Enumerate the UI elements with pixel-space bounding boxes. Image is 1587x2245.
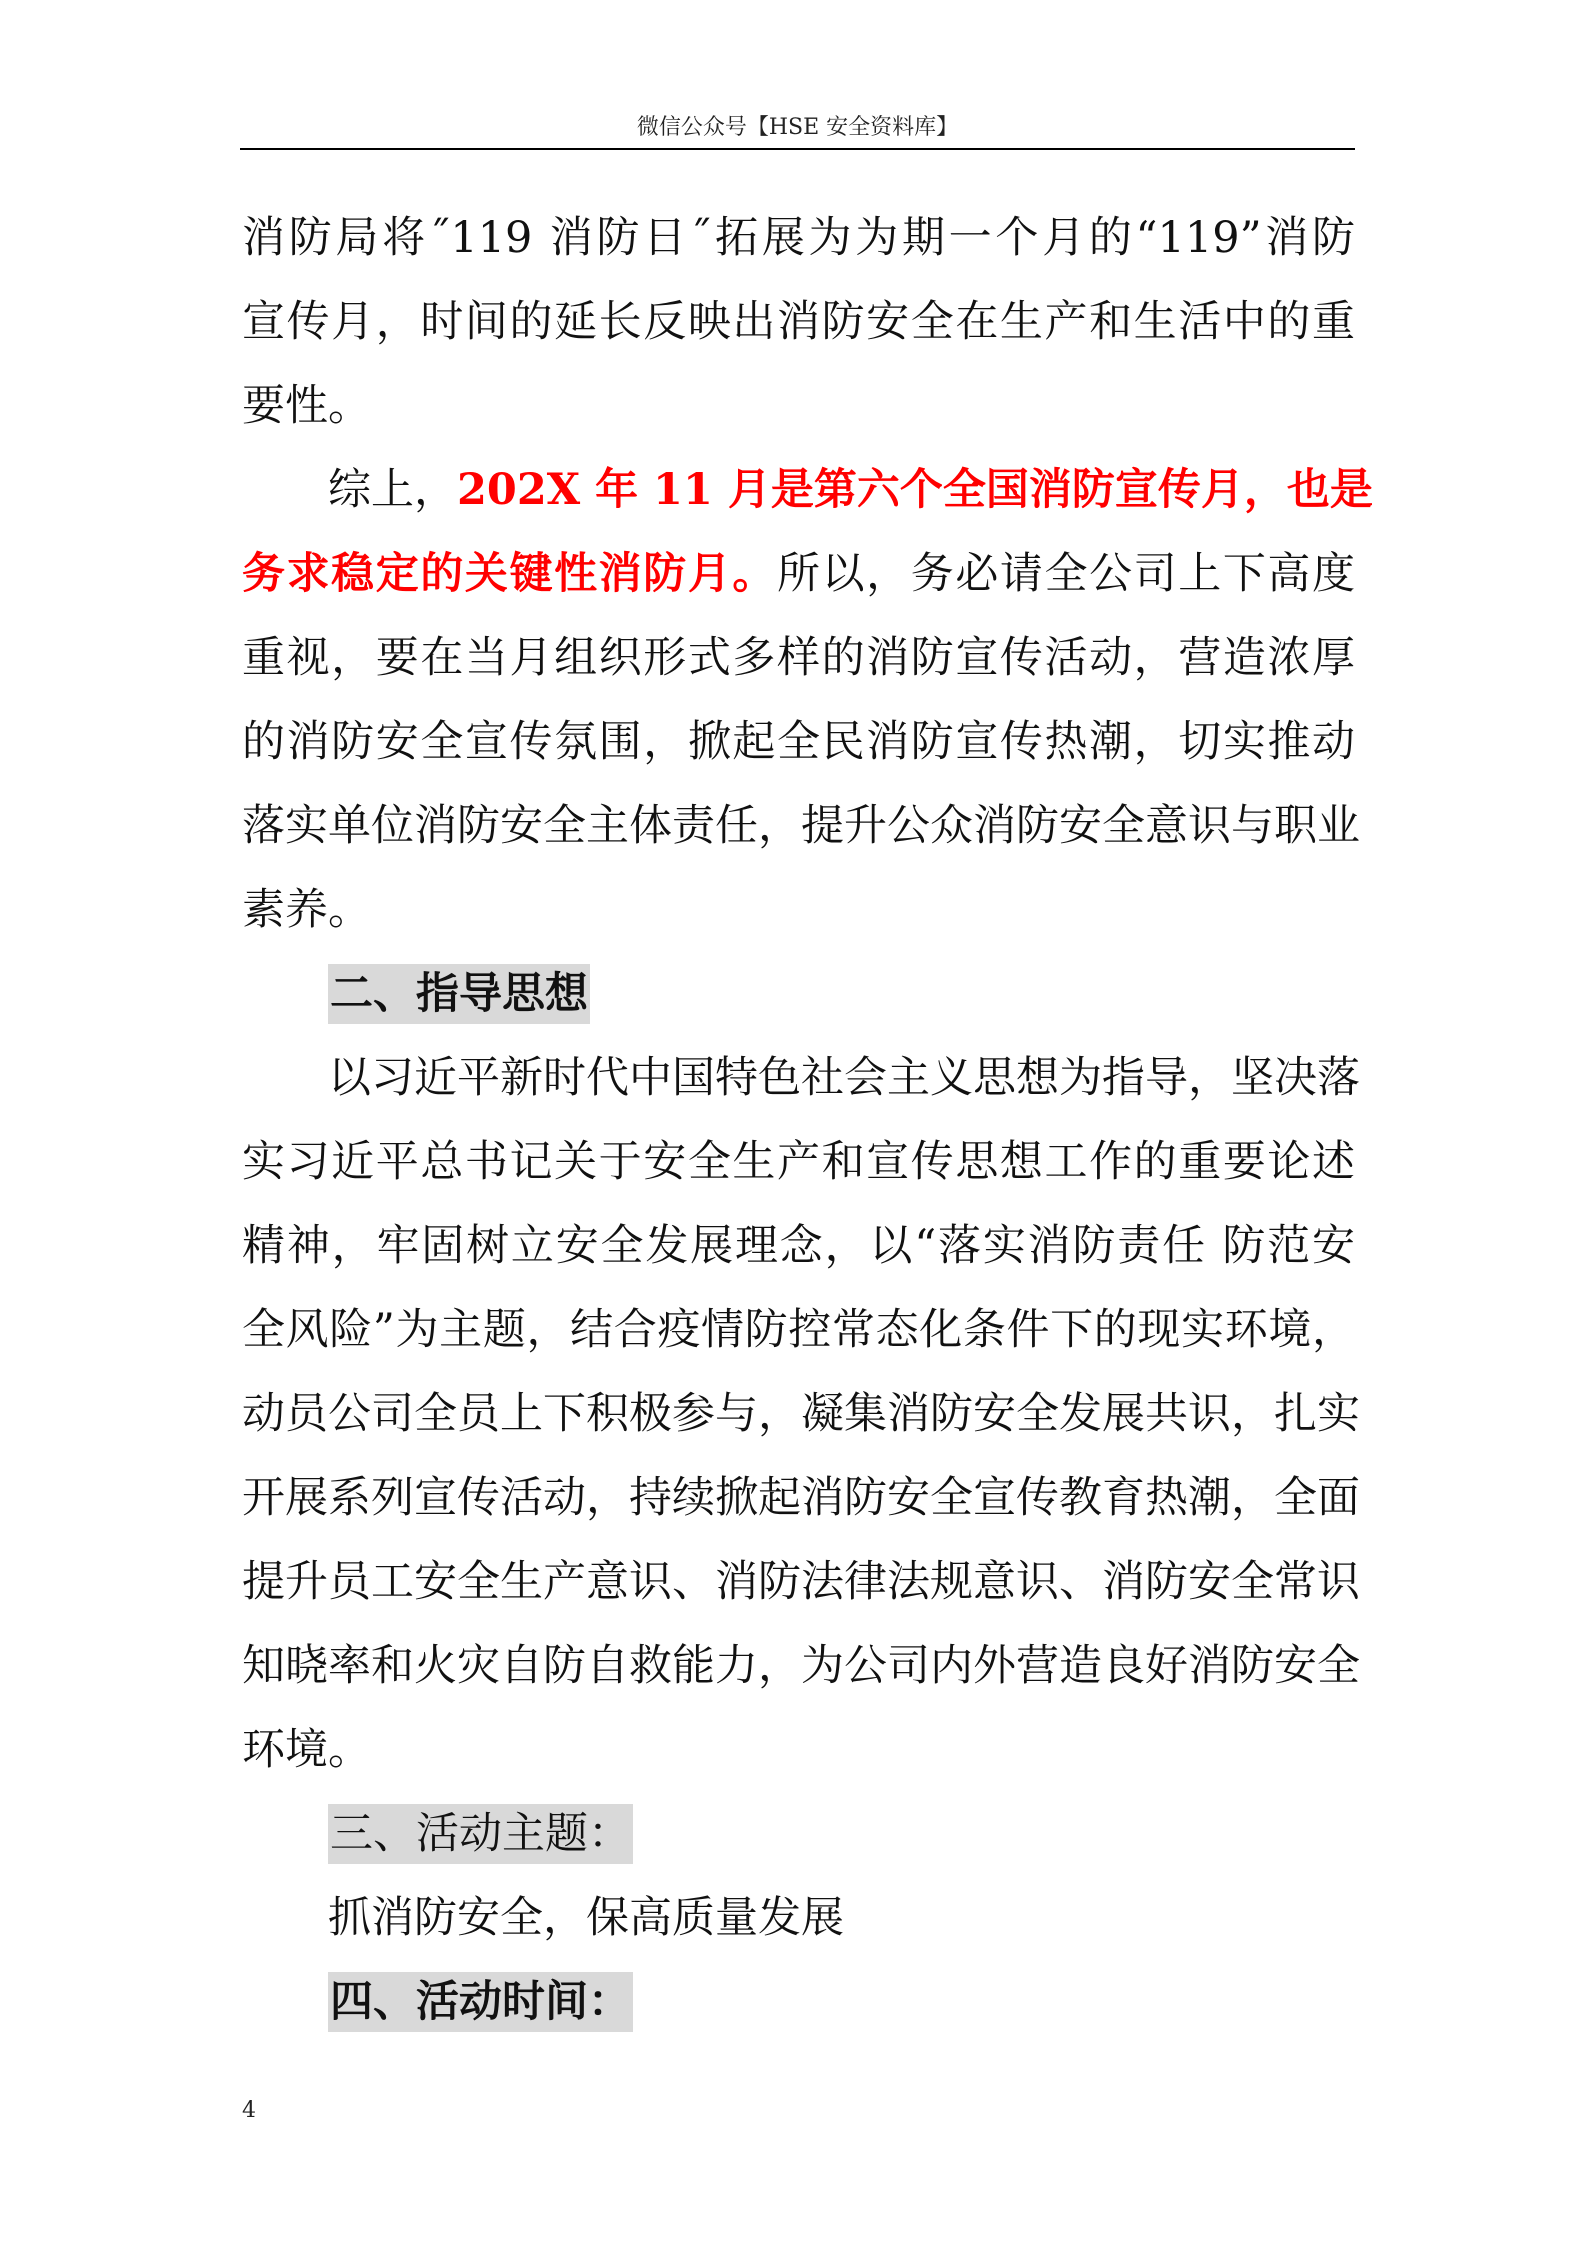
page-header [240,108,1355,150]
section-heading-2 [242,952,1355,1036]
activity-theme-line [242,1876,1355,1960]
section-heading-3 [242,1792,1355,1876]
text-line: 宣传月，时间的延长反映出消防安全在生产和生活中的重 [242,297,1355,347]
text-line: 环境。 [242,1725,371,1775]
summary-prefix: 综上， [328,465,457,515]
page-number: 4 [242,2098,256,2123]
paragraph-guiding-ideology [242,1036,1360,1792]
section-heading-4 [242,1960,1355,2044]
summary-text: 所以，务必请全公司上下高度 [777,549,1355,599]
heading-activity-time: 四、活动时间： [328,1972,633,2032]
text-line: 实习近平总书记关于安全生产和宣传思想工作的重要论述 [242,1137,1355,1187]
text-line: 要性。 [242,381,371,431]
heading-activity-theme: 三、活动主题： [328,1804,633,1864]
highlighted-red-text: 202X 年 11 月是第六个全国消防宣传月，也是 [457,465,1373,515]
activity-theme-text: 抓消防安全，保高质量发展 [328,1893,844,1943]
text-line: 消防局将˝119 消防日˝拓展为为期一个月的“119”消防 [242,213,1355,263]
text-line: 重视，要在当月组织形式多样的消防宣传活动，营造浓厚 [242,633,1355,683]
text-line [242,448,1373,532]
text-line: 落实单位消防安全主体责任，提升公众消防安全意识与职业 [242,801,1360,851]
text-line: 的消防安全宣传氛围，掀起全民消防宣传热潮，切实推动 [242,717,1355,767]
highlighted-red-text: 务求稳定的关键性消防月。 [242,549,777,599]
paragraph-intro-continuation [242,196,1355,448]
text-line [242,532,1355,616]
text-line: 开展系列宣传活动，持续掀起消防安全宣传教育热潮，全面 [242,1473,1360,1523]
text-line: 动员公司全员上下积极参与，凝集消防安全发展共识，扎实 [242,1389,1360,1439]
text-line: 精神，牢固树立安全发展理念，以“落实消防责任 防范安 [242,1221,1355,1271]
header-text: 微信公众号【HSE 安全资料库】 [636,115,959,140]
paragraph-summary [242,448,1373,952]
text-line: 提升员工安全生产意识、消防法律法规意识、消防安全常识 [242,1557,1360,1607]
heading-guiding-ideology: 二、指导思想 [328,964,590,1024]
text-line: 全风险”为主题，结合疫情防控常态化条件下的现实环境， [242,1305,1355,1355]
text-line: 知晓率和火灾自防自救能力，为公司内外营造良好消防安全 [242,1641,1360,1691]
text-line: 素养。 [242,885,371,935]
document-body [242,196,1373,2044]
text-line: 以习近平新时代中国特色社会主义思想为指导，坚决落 [328,1053,1360,1103]
